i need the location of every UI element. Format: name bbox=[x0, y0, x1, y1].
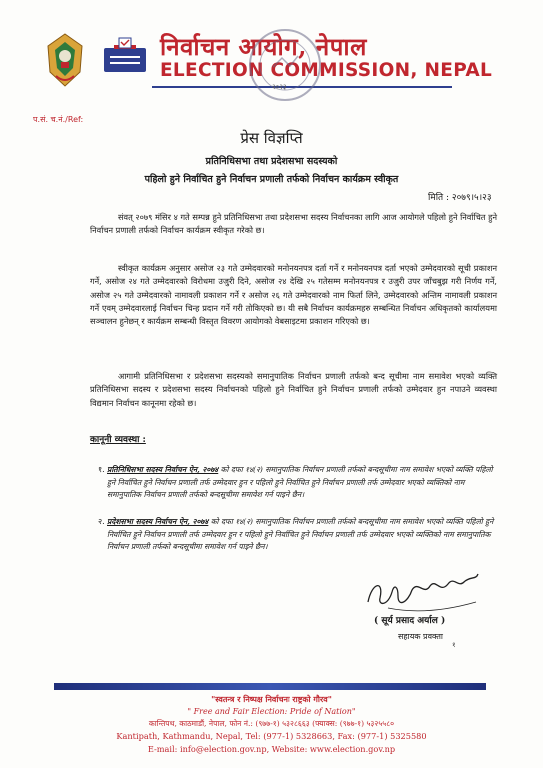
reference-label: प.सं. च.नं./Ref: bbox=[33, 115, 84, 124]
document-subtitle-line2: पहिलो हुने निर्वाचित हुने निर्वाचन प्रणाली तर्फको निर्वाचन कार्यक्रम स्वीकृत bbox=[144, 174, 399, 185]
footer-contact: E-mail: info@election.gov.np, Website: www.election.gov.np bbox=[147, 744, 396, 754]
document-subtitle-line1: प्रतिनिधिसभा तथा प्रदेशसभा सदस्यको bbox=[205, 156, 338, 167]
footer-divider bbox=[54, 683, 486, 690]
organization-name-english: ELECTION COMMISSION, NEPAL bbox=[160, 60, 493, 81]
signatory-name: ( सूर्य प्रसाद अर्याल ) bbox=[374, 616, 446, 626]
footer-address-nepali: कान्तिपथ, काठमाडौं, नेपाल, फोन नं.: (९७७-१) ५३२८६६३ (फ्याक्स: (९७७-१) ५३२५५८० bbox=[148, 719, 395, 728]
stamp-year: २०२३ bbox=[272, 83, 287, 91]
footer-address-english: Kantipath, Kathmandu, Nepal, Tel: (977-1) 5328663, Fax: (977-1) 5325580 bbox=[116, 731, 427, 741]
legal-item-text: को दफा १४(२) समानुपातिक निर्वाचन प्रणाली तर्फको बन्दसूचीमा नाम समावेश भएको व्यक्ति पहिलो हुने निर्वाचित हुने निर्वाचन प्रणाली तर्फ उम्मेदवार हुन र पहिलो हुने निर्वाचित हुने निर्वाचन प्रणाली तर्फ उम्मेदवार भएको व्यक्तिको नाम समानुपातिक निर्वाचन प्रणाली तर्फको बन्दसूचीमा समावेश गर्न पाइने छैन। bbox=[107, 517, 494, 551]
body-paragraph-1: संवत् २०७९ मंसिर ४ गते सम्पन्न हुने प्रतिनिधिसभा तथा प्रदेशसभा सदस्य निर्वाचनका लागि आज आयोगले पहिलो हुने निर्वाचित हुने निर्वाचन प्रणाली तर्फको निर्वाचन कार्यक्रम स्वीकृत गरेको छ। bbox=[90, 212, 497, 236]
legal-act-name: प्रदेशसभा सदस्य निर्वाचन ऐन, २०७४ bbox=[107, 517, 209, 526]
legal-item-number: १. bbox=[98, 465, 105, 474]
signatory-title: सहायक प्रवक्ता bbox=[398, 632, 443, 641]
ballot-box-logo-icon bbox=[100, 36, 150, 74]
legal-item bbox=[107, 516, 499, 554]
body-paragraph-3: आगामी प्रतिनिधिसभा र प्रदेशसभा सदस्यको समानुपातिक निर्वाचन प्रणाली तर्फको बन्द सूचीमा नाम समावेश भएको व्यक्ति प्रतिनिधिसभा सदस्य र प्रदेशसभा सदस्य निर्वाचनको पहिलो हुने निर्वाचित हुने निर्वाचन प्रणाली तर्फको उम्मेदवार हुन नपाउने व्यवस्था विद्यमान निर्वाचन कानूनमा रहेको छ। bbox=[90, 371, 497, 408]
footer-slogan-english: " Free and Fair Election: Pride of Nation" bbox=[187, 707, 356, 716]
legal-item-number: २. bbox=[98, 517, 105, 526]
footer-slogan-nepali: "स्वतन्त्र र निष्पक्ष निर्वाचनः राष्ट्रको गौरव" bbox=[211, 694, 332, 704]
legal-item-text: को दफा १४(२) समानुपातिक निर्वाचन प्रणाली तर्फको बन्दसूचीमा नाम समावेश भएको व्यक्ति पहिलो हुने निर्वाचित हुने निर्वाचन प्रणाली तर्फ उम्मेदवार हुन र पहिलो हुने निर्वाचित हुने निर्वाचन प्रणाली तर्फ उम्मेदवार भएको व्यक्तिको नाम समानुपातिक निर्वाचन प्रणाली तर्फको बन्दसूचीमा समावेश गर्न पाइने छैन। bbox=[107, 465, 493, 499]
body-paragraph-2: स्वीकृत कार्यक्रम अनुसार असोज २३ गते उम्मेदवारको मनोनयनपत्र दर्ता गर्ने र मनोनयनपत्र दर्ता भएको उम्मेदवारको सूची प्रकाशन गर्ने, असोज २४ गते उम्मेदवारको विरोधमा उजुरी दिने, असोज २४ देखि २५ गतेसम्म मनोनयनपत्र र उजुरी उपर जाँचबुझ गरी निर्णय गर्ने, असोज २५ गते उम्मेदवारको नामावली प्रकाशन गर्ने र असोज २६ गते उम्मेदवारको नाम फिर्ता लिने, उम्मेदवारको अन्तिम नामावली प्रकाशन गर्ने एवम् उम्मेदवारलाई निर्वाचन चिन्ह प्रदान गर्ने गरी तोकिएको छ। यी सबै निर्वाचन कार्यक्रमहरु सम्बन्धित निर्वाचन अधिकृतको कार्यालयमा सञ्चालन हुनेछन् र कार्यक्रम सम्बन्धी विस्तृत विवरण आयोगको वेबसाइटमा प्रकाशन गरिएको छ। bbox=[90, 263, 497, 327]
organization-name-nepali: निर्वाचन आयोग, नेपाल bbox=[160, 32, 367, 61]
handwritten-signature-icon bbox=[358, 562, 488, 618]
nepal-emblem-icon bbox=[42, 32, 88, 88]
document-title: प्रेस विज्ञप्ति bbox=[240, 129, 303, 147]
legal-act-name: प्रतिनिधिसभा सदस्य निर्वाचन ऐन, २०७४ bbox=[107, 465, 219, 474]
legal-item bbox=[107, 464, 499, 502]
official-stamp-icon bbox=[246, 26, 324, 104]
legal-provisions-heading: कानूनी व्यवस्था : bbox=[90, 435, 146, 445]
document-date: मिति : २०७९।५।२३ bbox=[428, 193, 492, 203]
page-mark: १ bbox=[452, 641, 456, 649]
